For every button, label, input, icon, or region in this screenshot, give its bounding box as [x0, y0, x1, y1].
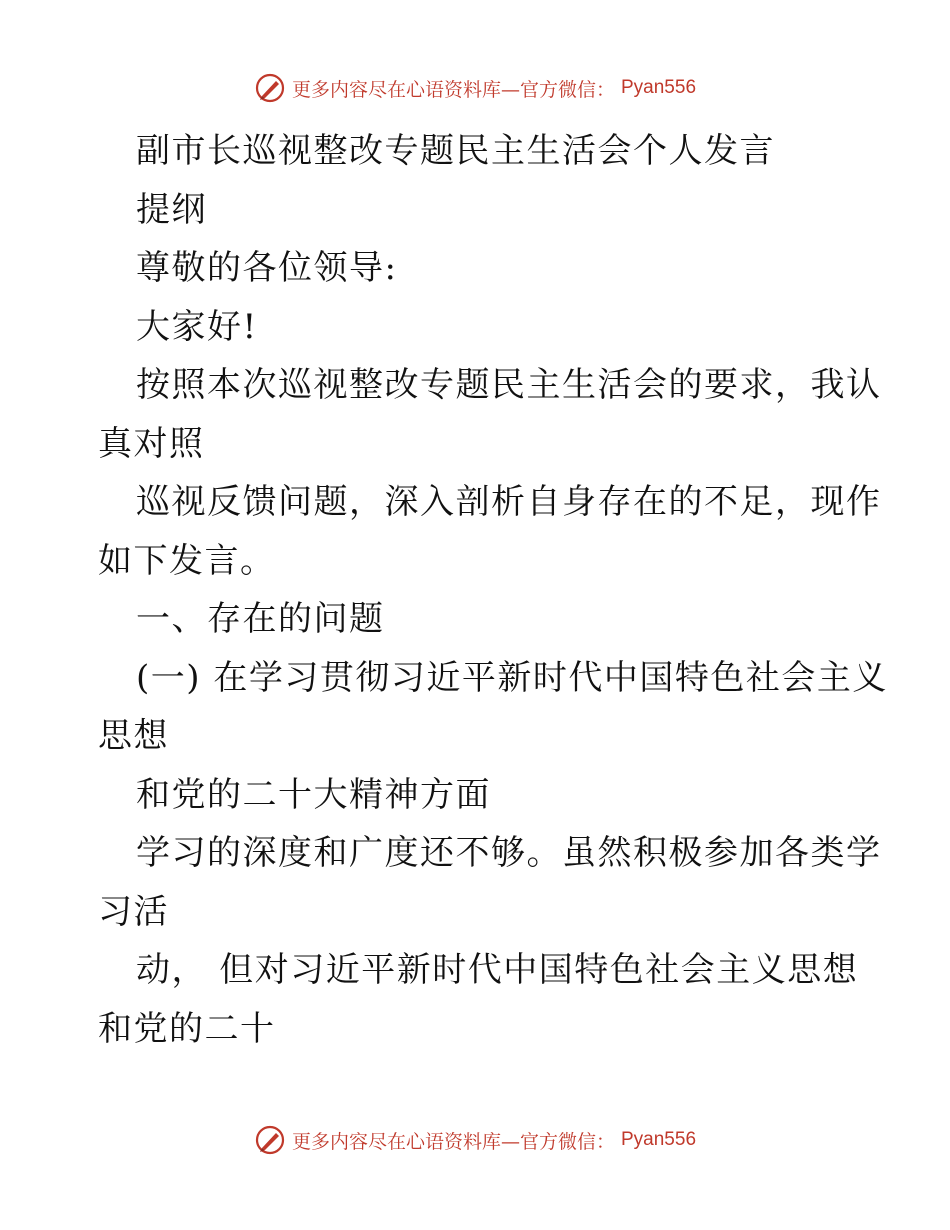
- document-body: [98, 122, 888, 1058]
- paragraph-line: 按照本次巡视整改专题民主生活会的要求，我认: [136, 365, 882, 405]
- subsection-heading-cont: 和党的二十大精神方面: [136, 774, 491, 815]
- paragraph-line: 学习的深度和广度还不够。虽然积极参加各类学: [136, 833, 882, 873]
- paragraph-line: 巡视反馈问题，深入剖析自身存在的不足，现作: [136, 482, 882, 522]
- title-line-2: 提纲: [136, 189, 207, 230]
- paragraph-line: 如下发言。: [98, 540, 276, 581]
- watermark-wechat-id: Pyan556: [621, 1129, 697, 1150]
- subsection-heading-cont: 思想: [98, 716, 169, 756]
- footer-watermark: [0, 1124, 950, 1156]
- pen-logo-icon: [254, 1124, 286, 1156]
- watermark-text: 更多内容尽在心语资料库—官方微信：: [291, 78, 615, 101]
- paragraph-line: 习活: [98, 891, 169, 932]
- salutation: 尊敬的各位领导:: [136, 248, 398, 288]
- watermark-wechat-id: Pyan556: [621, 77, 697, 98]
- watermark-text: 更多内容尽在心语资料库—官方微信：: [291, 1130, 615, 1153]
- paragraph-line: 真对照: [98, 423, 205, 464]
- paragraph-line: 和党的二十: [98, 1008, 276, 1049]
- subsection-heading: (一) 在学习贯彻习近平新时代中国特色社会主义: [136, 657, 888, 698]
- paragraph-line: 动， 但对习近平新时代中国特色社会主义思想: [136, 950, 859, 990]
- pen-logo-icon: [254, 72, 286, 104]
- header-watermark: [0, 72, 950, 104]
- title-line-1: 副市长巡视整改专题民主生活会个人发言: [136, 131, 775, 171]
- greeting: 大家好!: [136, 306, 258, 347]
- section-heading: 一、存在的问题: [136, 599, 385, 639]
